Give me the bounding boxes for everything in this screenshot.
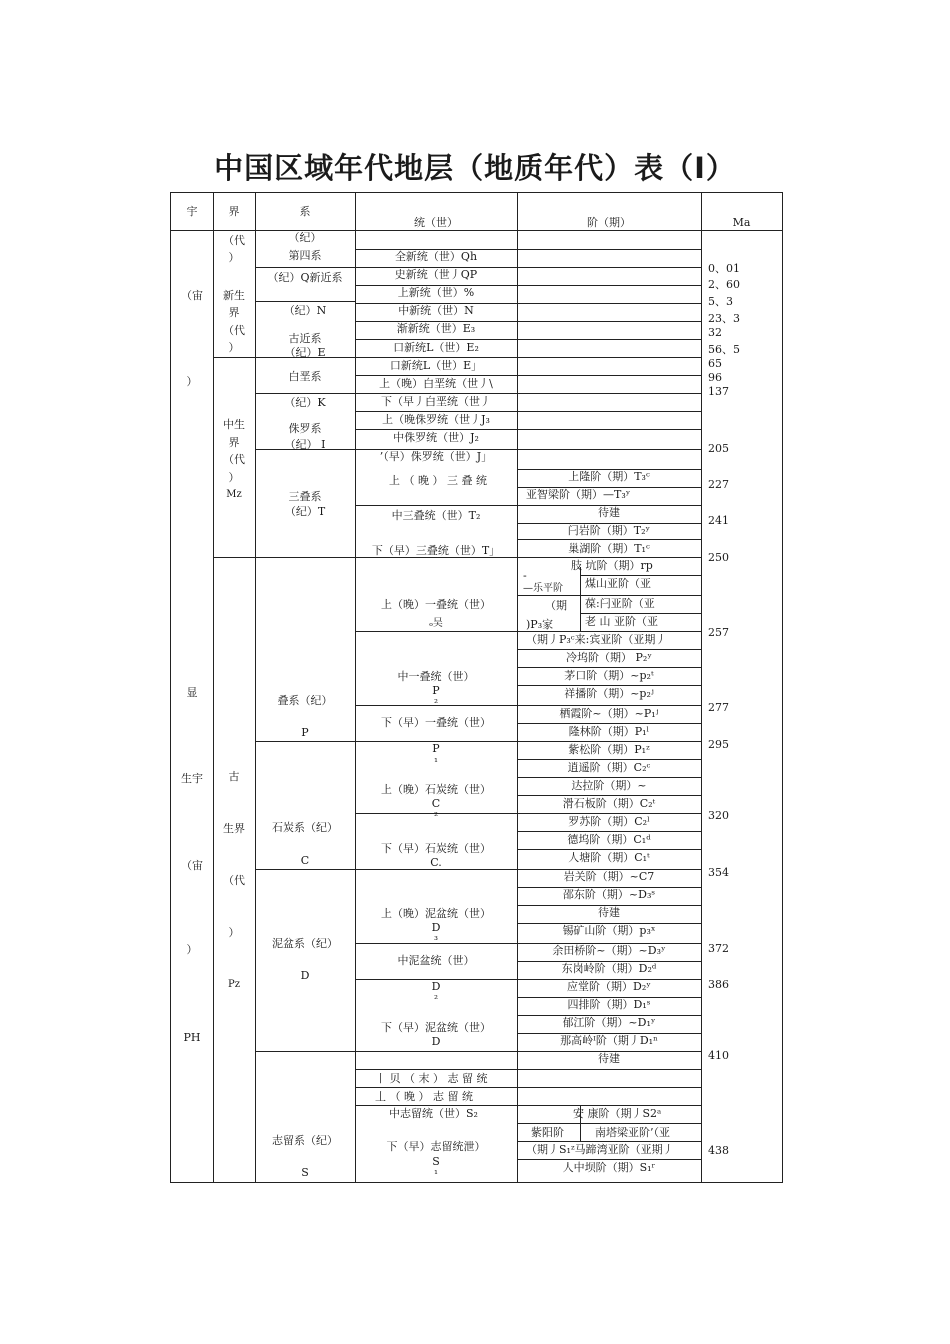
tong-cell: 中侏罗统（世）J₂ [393, 431, 479, 444]
yu-label: （宙 [181, 859, 203, 872]
jieqi-cell: 冷坞阶（期） P₂ʸ [566, 651, 652, 664]
tong-cell: P [432, 742, 440, 755]
ma-value: 205 [708, 442, 729, 455]
xi-label: （纪）E [284, 346, 326, 359]
ma-value: 5、3 [708, 295, 733, 308]
xi-label: 古近系 [288, 332, 322, 345]
jieqi-cell: —乐平阶 [523, 583, 563, 594]
jie-label: Pz [228, 979, 240, 990]
tong-cell: 中泥盆统（世） [397, 954, 475, 967]
header-tong: 统（世） [414, 216, 458, 229]
ma-value: 23、3 [708, 312, 740, 325]
tong-cell: D [431, 1035, 441, 1048]
tong-cell: ₂ [433, 695, 438, 706]
jieqi-cell: 德坞阶（期）C₁ᵈ [567, 833, 651, 846]
jie-label: Mz [226, 489, 242, 500]
tong-cell: 上（晚）泥盆统（世） [381, 907, 491, 920]
tong-cell: 丄 （ 晚 ） 志 留 统 [375, 1090, 473, 1103]
ma-value: 386 [708, 978, 729, 991]
jie-label: ） [228, 471, 240, 484]
jieqi-cell: 待建 [598, 1052, 620, 1065]
tong-cell: S [432, 1155, 440, 1168]
ma-value: 354 [708, 866, 729, 879]
ma-value: 277 [708, 701, 729, 714]
jieqi-cell: 郁江阶（期）~D₁ʸ [562, 1016, 656, 1029]
jieqi-cell: 巢湖阶（期）T₁ᶜ [568, 542, 650, 555]
tong-cell: D [431, 980, 441, 993]
tong-cell: 下（早丿白垩统（世丿 [381, 395, 491, 408]
jieqi-cell: 紫松阶（期）P₁ᶻ [568, 743, 650, 756]
yu-label: （宙 [181, 289, 203, 302]
tong-cell: ₃ [433, 932, 438, 943]
ma-value: 96 [708, 371, 722, 384]
xi-label: 三叠系 [288, 490, 322, 503]
jie-label: （代 [223, 453, 245, 466]
ma-value: 241 [708, 514, 729, 527]
xi-label: （纪）T [284, 505, 326, 518]
tong-cell: ₁ [433, 754, 438, 765]
yu-label: 显 [186, 686, 198, 699]
jieqi-cell: （期 [545, 599, 567, 612]
ma-value: 257 [708, 626, 729, 639]
tong-cell: 上（晚）石炭统（世） [381, 783, 491, 796]
jieqi-cell: 达拉阶（期）~ [571, 779, 647, 792]
tong-cell: ₒ吴 [429, 618, 443, 629]
ma-value: 56、5 [708, 343, 740, 356]
jie-label: ） [228, 251, 240, 264]
xi-label: （纪）N [283, 304, 327, 317]
tong-cell: ₁ [433, 1166, 438, 1177]
jieqi-cell: 罗苏阶（期）C₂ˡ [568, 815, 650, 828]
jie-label: 界 [228, 436, 240, 449]
jieqi-cell: 老 山 亚阶（亚 [585, 615, 658, 628]
jie-label: （代 [223, 324, 245, 337]
jie-label: 生界 [223, 822, 245, 835]
tong-cell: C [431, 797, 441, 810]
tong-cell: 上新统（世）% [397, 286, 475, 299]
xi-label: 第四系 [288, 249, 322, 262]
yu-label: ） [186, 943, 198, 956]
jieqi-cell: 人塘阶（期）C₁ᵗ [568, 851, 650, 864]
jieqi-cell: 应堂阶（期）D₂ʸ [567, 980, 651, 993]
jieqi-cell: 岩关阶（期）~C7 [563, 870, 655, 883]
jieqi-cell: （期丿S₁ᶻ马蹄湾亚阶（亚期丿 [526, 1143, 674, 1156]
yu-label: PH [183, 1031, 201, 1044]
jie-label: （代 [223, 874, 245, 887]
xi-label: （纪） I [284, 438, 326, 451]
tong-cell: 上（晚）白垩统（世丿\ [379, 377, 493, 390]
jieqi-cell: 待建 [598, 906, 620, 919]
jie-label: 界 [228, 306, 240, 319]
tong-cell: 上 （ 晚 ） 三 叠 统 [389, 474, 487, 487]
tong-cell: ₂ [433, 808, 438, 819]
jieqi-cell: 祥播阶（期）~p₂ʲ [564, 687, 654, 700]
stratigraphic-table [170, 192, 783, 1183]
tong-cell: 全新统（世）Qh [394, 250, 478, 263]
jieqi-cell: 紫阳阶 [531, 1126, 564, 1139]
xi-label: 泥盆系（纪） [272, 937, 338, 950]
xi-label: （纪） [288, 231, 322, 244]
tong-cell: P [432, 684, 440, 697]
ma-value: 2、60 [708, 278, 740, 291]
jieqi-cell: 人中坝阶（期）S₁ʳ [562, 1161, 656, 1174]
xi-label: （纪）Q新近系 [267, 271, 343, 284]
header-jie: 界 [228, 205, 240, 218]
tong-cell: 史新统（世丿QP [394, 268, 478, 281]
xi-label: D [300, 969, 310, 982]
jieqi-cell: 待建 [598, 506, 620, 519]
tong-cell: 下（早）石炭统（世） [381, 842, 491, 855]
jieqi-cell: 滑石板阶（期）C₂ᵗ [562, 797, 656, 810]
ma-value: 65 [708, 357, 722, 370]
tong-cell: 下（早）志留统泄） [386, 1140, 486, 1153]
ma-value: 320 [708, 809, 729, 822]
xi-label: 叠系（纪） [277, 694, 333, 707]
jieqi-cell: 亚智梁阶（期）—T₃ʸ [526, 488, 631, 501]
yu-label: 生宇 [181, 772, 203, 785]
xi-label: 白垩系 [288, 370, 322, 383]
xi-label: P [301, 726, 309, 739]
ma-value: 0、01 [708, 262, 740, 275]
ma-value: 438 [708, 1144, 729, 1157]
tong-cell: 渐新统（世）E₃ [396, 322, 476, 335]
jieqi-cell: 邵东阶（期）~D₃ˢ [562, 888, 656, 901]
jieqi-cell: 安 康阶（期丿S2ᵃ [573, 1107, 662, 1120]
tong-cell: 中一叠统（世） [397, 670, 475, 683]
jieqi-cell: 肢 坑阶（期）rp [571, 559, 653, 572]
jieqi-cell: （期丿P₃ᶜ来:宾亚阶（亚期丿 [526, 633, 667, 646]
tong-cell: 中志留统（世）S₂ [389, 1107, 478, 1120]
xi-label: （纪）K [284, 396, 326, 409]
jieqi-cell: 闩岩阶（期）T₂ʸ [567, 524, 651, 537]
tong-cell: 中新统（世）N [398, 304, 474, 317]
xi-label: 侏罗系 [288, 422, 322, 435]
jieqi-cell: 上隆阶（期）T₃ᶜ [568, 470, 650, 483]
tong-cell: ’（早）侏罗统（世）J」 [379, 450, 493, 463]
jieqi-cell: 锡矿山阶（期）p₃ˣ [562, 924, 656, 937]
ma-value: 137 [708, 385, 729, 398]
yu-label: ） [186, 375, 198, 388]
tong-cell: ₂ [433, 991, 438, 1002]
jieqi-cell: 茅口阶（期）~p₂ᵗ [564, 669, 654, 682]
ma-value: 295 [708, 738, 729, 751]
jieqi-cell: )P₃家 [526, 618, 554, 631]
page-title: 中国区域年代地层（地质年代）表（I） [214, 151, 736, 185]
tong-cell: 下（早）泥盆统（世） [381, 1021, 491, 1034]
jieqi-cell: - [523, 569, 527, 582]
ma-value: 32 [708, 326, 722, 339]
ma-value: 227 [708, 478, 729, 491]
tong-cell: 上（晚）一叠统（世） [381, 598, 491, 611]
tong-cell: D [431, 921, 441, 934]
jieqi-cell: 煤山亚阶（亚 [585, 577, 651, 590]
tong-cell: 上（晚侏罗统（世丿J₃ [382, 413, 490, 426]
ma-value: 250 [708, 551, 729, 564]
jie-label: 古 [228, 770, 240, 783]
jieqi-cell: 栖霞阶~（期）~P₁ʲ [559, 707, 659, 720]
jieqi-cell: 逍遥阶（期）C₂ᶜ [567, 761, 651, 774]
xi-label: 石炭系（纪） [272, 821, 338, 834]
tong-cell: 口新统L（世）E」 [389, 359, 483, 372]
tong-cell: 下（早）一叠统（世） [381, 716, 491, 729]
jie-label: ） [228, 926, 240, 939]
jieqi-cell: 那高岭ᴵ阶（期丿D₁ⁿ [560, 1034, 658, 1047]
jie-label: （代 [223, 234, 245, 247]
tong-cell: 口新统L（世）E₂ [393, 341, 479, 354]
header-xi: 系 [299, 205, 311, 218]
jieqi-cell: 东岗岭阶（期）D₂ᵈ [561, 962, 657, 975]
xi-label: S [301, 1166, 309, 1179]
header-yu: 宇 [186, 205, 198, 218]
jieqi-cell: 余田桥阶~（期）~D₃ʸ [552, 944, 666, 957]
ma-value: 410 [708, 1049, 729, 1062]
tong-cell: 下（早）三叠统（世）T」 [371, 544, 501, 557]
header-jieqi: 阶（期） [587, 216, 631, 229]
jieqi-cell: 四排阶（期）D₁ˢ [567, 998, 651, 1011]
jieqi-cell: 隆林阶（期）P₁ˡ [568, 725, 650, 738]
tong-cell: 丨 贝 （ 末 ） 志 留 统 [375, 1072, 488, 1085]
tong-cell: C. [430, 856, 442, 869]
xi-label: C [300, 854, 310, 867]
xi-label: 志留系（纪） [272, 1134, 338, 1147]
jieqi-cell: 葆:闩亚阶（亚 [585, 597, 655, 610]
jieqi-cell: 南塔梁亚阶’（亚 [595, 1126, 670, 1139]
header-ma: Ma [732, 216, 751, 229]
tong-cell: 中三叠统（世）T₂ [391, 509, 481, 522]
jie-label: 新生 [223, 289, 245, 302]
jie-label: 中生 [223, 418, 245, 431]
ma-value: 372 [708, 942, 729, 955]
jie-label: ） [228, 341, 240, 354]
